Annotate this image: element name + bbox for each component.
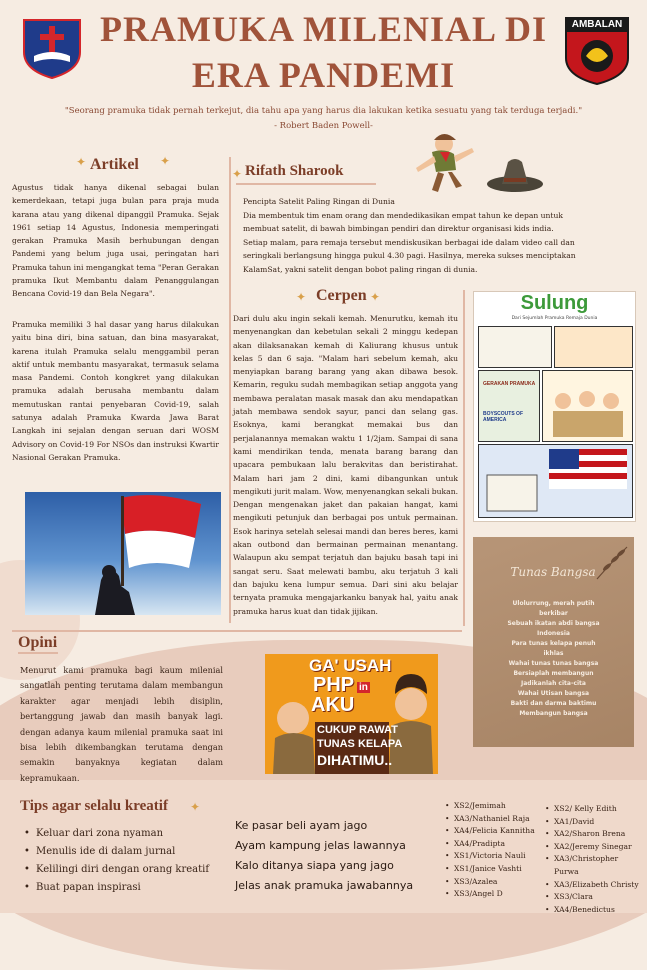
poem-card	[473, 537, 634, 747]
quote-author: - Robert Baden Powell-	[274, 121, 373, 131]
divider-left	[229, 157, 231, 623]
quote-text: "Seorang pramuka tidak pernah terkejut, dia tahu apa yang harus dia lakukan ketika sesuatu yang tak terduga terjadi."	[64, 106, 583, 116]
poem-card-line: Indonesia	[537, 630, 570, 637]
rifath-paragraph-2: Setiap malam, para remaja tersebut mendiskusikan berbagai ide dalam video call dan seringkali berlangsung hingga pukul 4.30 pagi. Hasilnya, mereka sukses menciptakan KalamSat, yakni satelit dengan bobot paling ringan di dunia.	[243, 238, 576, 274]
tips-item: • Kelilingi diri dengan orang kreatif	[22, 861, 222, 879]
pantun-line: Ke pasar beli ayam jago	[235, 819, 368, 832]
tips-heading: Tips agar selalu kreatif	[20, 798, 168, 814]
name-item: • XA3/Elizabeth Christy	[545, 879, 645, 892]
poem-card-line: Bakti dan darma baktimu	[510, 700, 597, 707]
poem-card-line: Bersiaplah membangun	[513, 670, 594, 677]
tips-item: • Buat papan inspirasi	[22, 879, 222, 897]
comic-title: Sulung	[520, 292, 589, 314]
name-item: • XA4/Benedictus	[545, 904, 645, 917]
tips-item: • Menulis ide di dalam jurnal	[22, 843, 222, 861]
banner-line-1: GA' USAH	[309, 656, 392, 675]
cerpen-text: Dari dulu aku ingin sekali kemah. Menurutku, kemah itu menyenangkan dan kebetulan sekali 2 minggu kedepan akan dilaksanakan kemah di Kaliurang khusus untuk kelas 5 dan 6 saja. "Malam hari sebelum kemah, aku menyiapkan barang barang yang akan dibawa besok. Kemarin, reguku sudah membagikan setiap anggota yang membawa peralatan masak masak dan aku mendapatkan jatah membawa sendok sayur, panci dan selang gas. Esoknya, kami berangkat memakai bus dan perjalanannya memakan waktu 1 1/2jam. Sampai di sana kami mendirikan tenda, menata barang barang dan upacara pembukaan lalu berakvitas dan beristirahat. Malam hari jam 2 dini, kami dibangunkan untuk mengikuti jurit malam. Wow, menyenangkan sekali bukan. Dengan mengenakan jaket dan pakaian hangat, kami mengikuti petunjuk dan berbagai pos untuk permainan. Esok harinya setelah selesai mandi dan beres beres, kami akan outbond dan bermainan permainan menantang. Walaupun aku sempat terjatuh dan bajuku basah tapi ini sangat seru. Saat melewati bambu, aku terjatuh 3 kali dan bajuku kena lumpur semua. Dari sini aku belajar ternyata pramuka mengajarkanku banyak hal, yaitu anak pramuka harus kuat dan tidak jijikan.	[233, 314, 458, 616]
rifath-heading-deco	[232, 163, 242, 182]
poem-card-line: Ulolurrung, merah putih	[512, 600, 595, 607]
pantun-line: Ayam kampung jelas lawannya	[235, 839, 406, 852]
comic-subtitle: Dari Sejumlah Pramuka Remaja Dunia	[511, 316, 598, 321]
tips-item: • Keluar dari zona nyaman	[22, 825, 222, 843]
name-item: • XS3/Azalea	[445, 876, 545, 889]
banner-line-4: CUKUP RAWAT	[317, 724, 398, 736]
artikel-paragraph-2: Pramuka memiliki 3 hal dasar yang harus dilakukan yaitu bina diri, bina satuan, dan bina masyarakat, karena itulah Pramuka selalu menggambil peran aktif untuk membantu masyarakat, termasuk selama masa Pandemi. Contoh kongkret yang dilakukan pramuka adalah berusaha membantu dalam memutuskan rantai penyebaran Covid-19, salah satunya adalah Pramuka Kwarda Jawa Barat Langkah ini sejalan dengan seruan dari WOSM Advisory on Covid-19 For NSOs dan instruksi Kwartir Nasional Gerakan Pramuka.	[12, 320, 219, 462]
ambalan-logo-text: AMBALAN	[571, 19, 623, 30]
name-item: • XA2/Sharon Brena	[545, 828, 645, 841]
divider-horizontal	[12, 630, 462, 632]
sparkle-icon: ✦	[190, 800, 201, 814]
poem-card-line: Membangun bangsa	[519, 710, 588, 717]
poem-card-line: Para tunas kelapa penuh	[511, 640, 596, 647]
scout-hat-icon	[486, 154, 544, 194]
comic-panel-2	[554, 326, 633, 368]
name-item: • XA4/Pradipta	[445, 838, 545, 851]
comic-panel-5	[478, 444, 633, 518]
poem-card-line: Sebuah ikatan abdi bangsa	[507, 620, 600, 627]
name-item: • XS1/Victoria Nauli	[445, 850, 545, 863]
rifath-line-1: Pencipta Satelit Paling Ringan di Dunia	[243, 197, 395, 206]
name-item: • XS2/ Kelly Edith	[545, 803, 645, 816]
opini-heading: Opini	[18, 634, 58, 651]
rifath-paragraph-1: Dia membentuk tim enam orang dan mendedikasikan empat tahun ke depan untuk membuat satelit, di bawah bimbingan pendiri dan direktur organisasi kids india.	[243, 211, 563, 234]
banner-line-2: PHP	[313, 674, 355, 696]
comic-sulung	[473, 291, 636, 522]
cerpen-heading-deco	[296, 286, 306, 305]
name-item: • XA3/Nathaniel Raja	[445, 813, 545, 826]
comic-panel-3	[478, 370, 540, 442]
name-item: • XS3/Clara	[545, 891, 645, 904]
rifath-heading: Rifath Sharook	[245, 163, 344, 179]
name-item: • XS2/Jemimah	[445, 800, 545, 813]
artikel-paragraph-1: Agustus tidak hanya dikenal sebagai bulan kemerdekaan, tetapi juga bulan para praja muda karana atau yang dikenal dipanggil Pramuka. Sejak 1961 setiap 14 Agustus, Indonesia memperingati gerakan Pramuka Masih berhubungan dengan Pandemi yang belum juga usai, peringatan hari Pramuka tahun ini mengangkat tema "Peran Gerakan pramuka Ikut Membantu dalam Penanggulangan Bencana Covid-19 dan Bela Negara".	[12, 183, 219, 299]
poem-card-title: Tunas Bangsa	[510, 565, 596, 579]
scout-kid-illustration	[402, 130, 478, 194]
pantun-line: Jelas anak pramuka jawabannya	[235, 879, 414, 892]
banner-image	[265, 654, 438, 774]
banner-line-2b: in	[359, 682, 368, 693]
ambalan-logo	[562, 14, 632, 86]
leaf-icon	[591, 543, 631, 583]
cerpen-heading: Cerpen	[316, 287, 367, 304]
poem-card-line: Jadikanlah cita-cita	[521, 680, 586, 687]
name-item: • XA4/Felicia Kannitha	[445, 825, 545, 838]
page-title: PRAMUKA MILENIAL DI ERA PANDEMI	[99, 9, 548, 95]
comic-badge-2: BOYSCOUTS OF AMERICA	[483, 411, 524, 423]
name-item: • XA3/Christopher Purwa	[545, 853, 645, 878]
tips-star-icon	[190, 796, 200, 815]
pantun-block	[235, 816, 440, 896]
banner-line-5: TUNAS KELAPA	[317, 738, 403, 750]
poem-card-line: Wahai tunas tunas bangsa	[508, 660, 599, 667]
opini-text: Menurut kami pramuka bagi kaum milenial sangatlah penting terutama dalam membangun karakter agar menjadi lebih disiplin, bertanggung jawab dan masih banyak lagi. dengan adanya kaum milenial pramuka saat ini bisa lebih dikembangkan terutama dengan semakin banyaknya kegiatan dalam kepramukaan.	[20, 665, 223, 783]
sparkle-icon: ✦	[76, 155, 87, 169]
comic-panel-1	[478, 326, 552, 368]
name-item: • XS3/Angel D	[445, 888, 545, 901]
sparkle-icon: ✦	[232, 167, 243, 181]
names-column-1	[445, 800, 545, 901]
poem-card-line: ikhlas	[543, 650, 564, 657]
tips-list	[22, 825, 222, 897]
quote-block	[20, 104, 627, 134]
sparkle-icon: ✦	[296, 290, 307, 304]
name-item: • XS1/Janice Vashti	[445, 863, 545, 876]
rifath-underline	[236, 183, 376, 185]
artikel-heading: Artikel	[90, 156, 139, 173]
pantun-line: Kalo ditanya siapa yang jago	[235, 859, 394, 872]
banner-line-6: DIHATIMU..	[317, 752, 393, 768]
sparkle-icon: ✦	[160, 154, 171, 168]
cerpen-heading-deco-right	[370, 286, 380, 305]
banner-line-3: AKU	[311, 694, 355, 716]
poem-card-line: Wahai Utisan bangsa	[517, 690, 590, 697]
sparkle-icon: ✦	[370, 290, 381, 304]
comic-panel-4	[542, 370, 633, 442]
poem-card-lines	[481, 599, 626, 719]
artikel-heading-deco-right	[160, 150, 170, 169]
divider-mid	[463, 290, 465, 626]
poem-card-line: berkibar	[539, 610, 568, 617]
name-item: • XA1/David	[545, 816, 645, 829]
artikel-heading-deco	[76, 151, 86, 170]
school-logo	[18, 16, 86, 80]
flag-photo	[25, 492, 221, 615]
names-column-2	[545, 803, 645, 916]
comic-badge: GERAKAN PRAMUKA	[483, 381, 536, 387]
opini-underline	[18, 652, 58, 654]
name-item: • XA2/Jeremy Sinegar	[545, 841, 645, 854]
